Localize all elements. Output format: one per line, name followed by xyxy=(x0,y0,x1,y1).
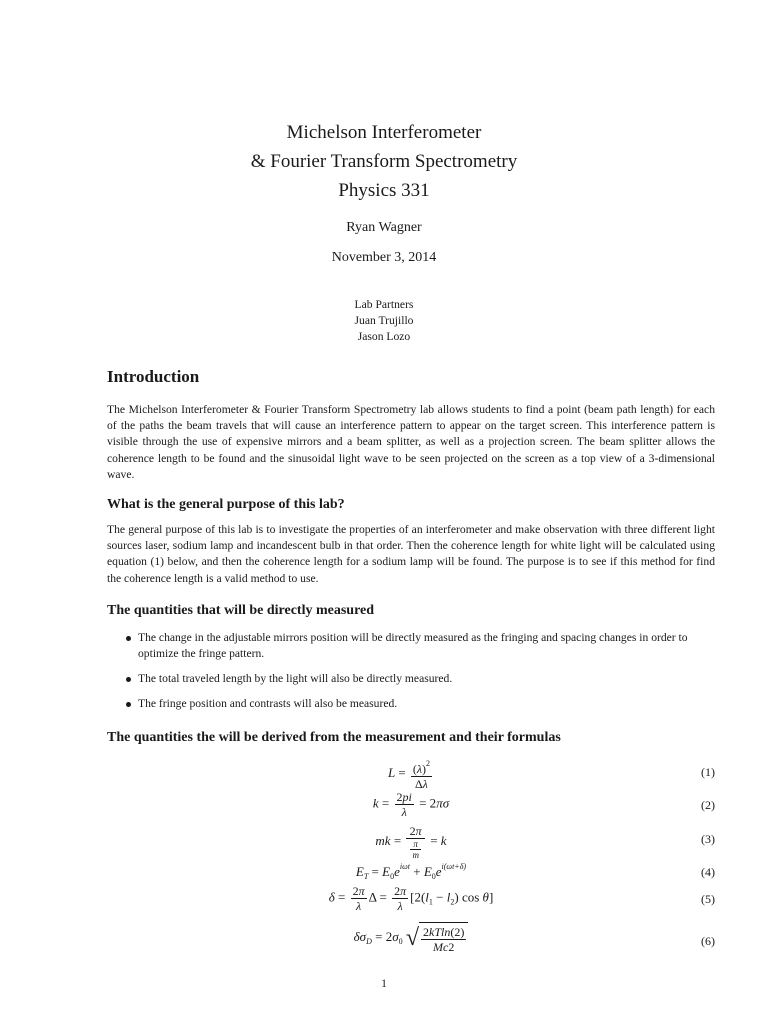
measured-list xyxy=(107,630,715,720)
introduction-paragraph: The Michelson Interferometer & Fourier Transform Spectrometry lab allows students to find a point (beam path length) for each of the paths the beam travels that will cause an interference pattern to appear on the target screen. This interference pattern is visible through the use of expensive mirrors and a beam splitter, as well as a projection screen. The beam splitter allows the coherence length to be found and the sinusoidal light wave to be seen projected on the screen as a top view of a 3-dimensional wave. xyxy=(107,403,715,481)
purpose-paragraph: The general purpose of this lab is to investigate the properties of an interferometer and make observation with three different light sources laser, sodium lamp and incandescent bulb in that order. Then the coherence length for white light will be calculated using equation (1) below, and then the coherence length for a sodium lamp will be found. The purpose is to see if this method for find the coherence length is a valid method to use. xyxy=(107,523,715,585)
equation-number: (4) xyxy=(701,865,715,879)
list-item: The total traveled length by the light will also be directly measured. xyxy=(107,671,715,687)
bullet-icon xyxy=(126,677,131,682)
equation-1: L = $\frac{(\lambda)^2}{\Delta\lambda}$ (1) xyxy=(387,759,715,791)
lab-partner: Juan Trujillo xyxy=(354,314,414,327)
paper-title-line-2: & Fourier Transform Spectrometry xyxy=(250,151,518,172)
equation-6: $\delta\sigma_D = 2\sigma_0$ √ $\frac{2kTln(2)}{Mc2}$ (6) xyxy=(107,922,715,960)
equation-5: δ = $\frac{2\pi}{\lambda}$ Δ = $\frac{2\pi}{\lambda}$ [$2(l_1 - l_2)$ cos θ] (5) xyxy=(328,884,715,913)
lab-partners-label: Lab Partners xyxy=(354,298,414,311)
equation-number: (3) xyxy=(701,832,715,846)
equation-number: (6) xyxy=(701,934,715,948)
bullet-icon xyxy=(126,636,131,641)
page-number: 1 xyxy=(381,977,387,990)
list-item: The fringe position and contrasts will also be measured. xyxy=(107,696,715,712)
equation-2: k = $\frac{2pi}{\lambda}$ = 2πσ (2) xyxy=(372,790,715,819)
equation-number: (1) xyxy=(701,765,715,779)
paper-title-line-1: Michelson Interferometer xyxy=(286,122,482,143)
date: November 3, 2014 xyxy=(331,250,437,265)
lab-partners xyxy=(0,297,768,345)
bullet-icon xyxy=(126,702,131,707)
paper-title-line-3: Physics 331 xyxy=(338,180,430,201)
derived-heading: The quantities the will be derived from the measurement and their formulas xyxy=(107,730,561,745)
lab-partner: Jason Lozo xyxy=(357,330,411,343)
measured-heading: The quantities that will be directly measured xyxy=(107,603,375,618)
author: Ryan Wagner xyxy=(346,220,422,235)
equation-number: (2) xyxy=(701,798,715,812)
purpose-heading: What is the general purpose of this lab? xyxy=(107,497,345,512)
introduction-heading: Introduction xyxy=(107,367,200,386)
equation-4: $E_T = E_0e^{i\omega t} + E_0e^{i(\omega t+\delta)}$ (4) xyxy=(355,862,715,881)
equation-3: mk = $\frac{2\pi}{\frac{\pi}{m}}$ = k (3) xyxy=(375,824,715,860)
equation-number: (5) xyxy=(701,892,715,906)
list-item: The change in the adjustable mirrors position will be directly measured as the fringing and spacing changes in order to optimize the fringe pattern. xyxy=(107,630,715,662)
